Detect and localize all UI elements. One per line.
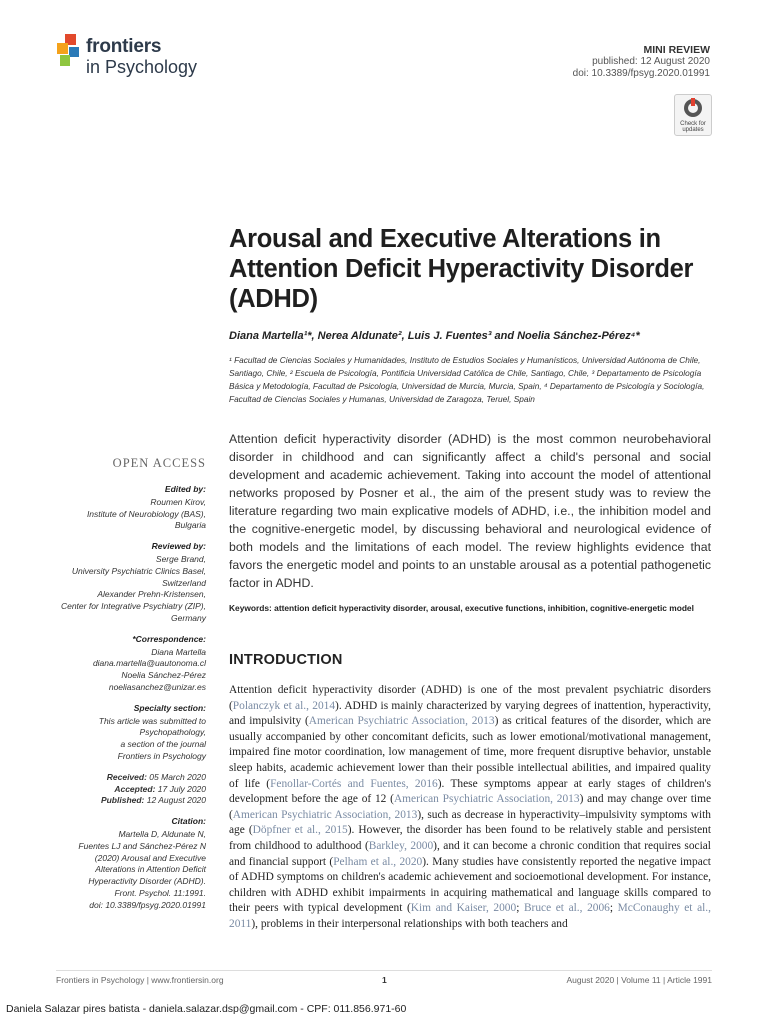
body-text-run: ), problems in their interpersonal relationships with both teachers and: [251, 917, 568, 930]
body-text-run: ). These symptoms appear at early stages of children's development before the age of 12 (: [229, 777, 712, 806]
keywords: [229, 602, 711, 614]
body-text-run: ). However, the disorder has been found to be relatively stable and persistent from childhood to adulthood (: [229, 824, 712, 852]
specialty-line: a section of the journal: [120, 739, 206, 750]
editor-line: Roumen Kirov,: [150, 496, 206, 507]
correspondence-line: Noelia Sánchez-Pérez: [121, 670, 206, 681]
published-date: published: 12 August 2020: [592, 56, 710, 67]
affiliations: ¹ Facultad de Ciencias Sociales y Humanidades, Instituto de Estudios Sociales y Humanísticos, Universidad Autónoma de Chile, Santiago, Chile, ² Escuela de Psicología, Pontificia Universidad Católica de Chile, Santiago, Chile, ³ Departamento de Psicología Básica y Metodología, Facultad de Psicología, Universidad de Murcia, Murcia, Spain, ⁴ Departamento de Psicología y Sociología, Facultad de Ciencias Sociales y Humanas, Universidad de Zaragoza, Teruel, Spain: [229, 355, 705, 404]
citation-link[interactable]: Barkley, 2000: [368, 839, 434, 852]
reviewer-line: Serge Brand,: [155, 553, 206, 564]
published-date-sidebar: 12 August 2020: [146, 795, 206, 806]
accepted-date: 17 July 2020: [157, 783, 206, 794]
section-heading-introduction: INTRODUCTION: [229, 652, 343, 668]
download-watermark: Daniela Salazar pires batista - daniela.salazar.dsp@gmail.com - CPF: 011.856.971-60: [6, 1003, 407, 1015]
abstract: Attention deficit hyperactivity disorder (ADHD) is the most common neurobehavioral disorder in childhood and can significantly affect a child's personal and social development and academic achievement. Taking into account the model of attentional networks proposed by Posner et al., the aim of the present study was to review the literature regarding two main explicative models of ADHD, i.e., the inhibition model and the cognitive-energetic model, by discussing behavioral and neurological evidence of both models and the limitations of each model. The review highlights evidence that favors the energetic model and points to an unstable arousal as a potential pathogenetic factor in ADHD.: [229, 432, 711, 590]
article-meta: [573, 44, 710, 80]
keywords-label: Keywords:: [229, 603, 272, 613]
published-label: Published:: [100, 795, 145, 806]
received-label: Received:: [106, 771, 147, 782]
footer-divider: [56, 970, 712, 971]
specialty-line: Frontiers in Psychology: [117, 750, 206, 761]
specialty-section: [54, 703, 206, 763]
article-title: Arousal and Executive Alterations in Attention Deficit Hyperactivity Disorder (ADHD): [229, 225, 694, 313]
editor-line: Institute of Neurobiology (BAS),: [86, 508, 206, 519]
body-text-run: ) as critical features of the disorder, which are usually accompanied by other concomitant deficits, such as lower emotional/motivational management, impaired fine motor coordination, low management of time, more frequent disruptive behavior, unstable sleep habits, academic achievement lower than their possible intellectual abilities, and impaired quality of life (: [229, 715, 711, 790]
body-text-run: ) and may change over time (: [229, 793, 711, 821]
frontiers-logo-icon: [56, 34, 86, 70]
specialty-line: Psychopathology,: [139, 727, 206, 738]
reviewer-line: Alexander Prehn-Kristensen,: [97, 589, 206, 600]
citation-link[interactable]: American Psychiatric Association, 2013: [232, 808, 418, 821]
correspondence-label: *Correspondence:: [132, 633, 206, 644]
logo-line-journal: in Psychology: [86, 57, 198, 77]
citation-line: Fuentes LJ and Sánchez-Pérez N: [78, 840, 206, 851]
body-text-run: Attention deficit hyperactivity disorder (ADHD) is one of the most prevalent psychiatric disorders (: [229, 684, 711, 712]
edited-by-section: [54, 484, 206, 532]
reviewer-line: Switzerland: [162, 577, 206, 588]
editor-line: Bulgaria: [174, 520, 206, 531]
citation-link[interactable]: American Psychiatric Association, 2013: [393, 793, 580, 806]
article-doi[interactable]: doi: 10.3389/fpsyg.2020.01991: [572, 68, 710, 79]
reviewer-line: Germany: [171, 612, 206, 623]
citation-line: Front. Psychol. 11:1991.: [114, 887, 206, 898]
body-text-run: ;: [609, 902, 618, 915]
reviewed-by-section: [54, 541, 206, 625]
citation-section: [54, 816, 206, 911]
citation-line: Hyperactivity Disorder (ADHD).: [88, 876, 206, 887]
journal-logo[interactable]: [86, 37, 197, 76]
citation-label: Citation:: [171, 816, 206, 827]
introduction-text: [229, 683, 711, 933]
footer-volume: August 2020 | Volume 11 | Article 1991: [566, 975, 712, 985]
specialty-line: This article was submitted to: [98, 715, 206, 726]
check-for-updates-button[interactable]: [674, 94, 712, 136]
page-number: 1: [382, 975, 387, 985]
dates-section: [54, 772, 206, 807]
citation-link[interactable]: Kim and Kaiser, 2000: [410, 902, 517, 915]
citation-link[interactable]: Fenollar-Cortés and Fuentes, 2016: [270, 777, 438, 790]
citation-link[interactable]: McConaughy et al., 2011: [229, 902, 711, 930]
logo-line-frontiers: frontiers: [86, 36, 162, 57]
citation-line: Martella D, Aldunate N,: [118, 828, 206, 839]
citation-doi[interactable]: doi: 10.3389/fpsyg.2020.01991: [89, 899, 206, 910]
edited-by-label: Edited by:: [164, 484, 206, 494]
body-text-run: ), such as decrease in hyperactivity–impulsivity symptoms with age (: [229, 808, 711, 837]
body-text-run: ). ADHD is mainly characterized by varying degrees of inattention, hyperactivity, and impulsivity (: [229, 699, 711, 728]
author-list[interactable]: Diana Martella¹*, Nerea Aldunate², Luis J. Fuentes³ and Noelia Sánchez-Pérez⁴*: [229, 330, 640, 342]
citation-link[interactable]: Bruce et al., 2006: [523, 902, 610, 915]
article-type: MINI REVIEW: [643, 44, 710, 56]
open-access-badge: OPEN ACCESS: [112, 456, 206, 470]
body-text-run: ), and it can become a chronic condition that requires social and financial support (: [229, 839, 711, 868]
citation-link[interactable]: Pelham et al., 2020: [333, 855, 423, 868]
citation-line: (2020) Arousal and Executive: [94, 852, 206, 863]
keywords-list: attention deficit hyperactivity disorder, arousal, executive functions, inhibition, cognitive-energetic model: [274, 603, 694, 613]
correspondence-section: [54, 634, 206, 694]
citation-link[interactable]: Döpfner et al., 2015: [252, 824, 348, 837]
check-updates-label: Check for updates: [680, 121, 706, 133]
accepted-label: Accepted:: [114, 783, 156, 794]
specialty-label: Specialty section:: [133, 702, 206, 713]
check-updates-icon: [675, 95, 711, 121]
received-date: 05 March 2020: [149, 771, 206, 782]
reviewer-line: University Psychiatric Clinics Basel,: [71, 565, 206, 576]
correspondence-email[interactable]: diana.martella@uautonoma.cl: [92, 658, 206, 669]
body-text-run: ;: [516, 902, 524, 915]
reviewer-line: Center for Integrative Psychiatry (ZIP),: [60, 601, 206, 612]
footer-journal[interactable]: Frontiers in Psychology | www.frontiersin.org: [56, 975, 224, 985]
reviewed-by-label: Reviewed by:: [151, 541, 206, 552]
sidebar-info: [54, 484, 206, 921]
correspondence-line: Diana Martella: [151, 646, 206, 657]
citation-link[interactable]: American Psychiatric Association, 2013: [308, 715, 495, 728]
citation-line: Alterations in Attention Deficit: [95, 864, 206, 875]
body-text-run: ). Many studies have consistently reported the negative impact of ADHD symptoms on children's academic achievement and socioemotional development. For instance, children with ADHD exhibit impairments in acquiring mathematical and language skills compared to their peers with typical development (: [229, 855, 711, 915]
correspondence-email[interactable]: noeliasanchez@unizar.es: [108, 681, 206, 692]
citation-link[interactable]: Polanczyk et al., 2014: [232, 699, 336, 712]
